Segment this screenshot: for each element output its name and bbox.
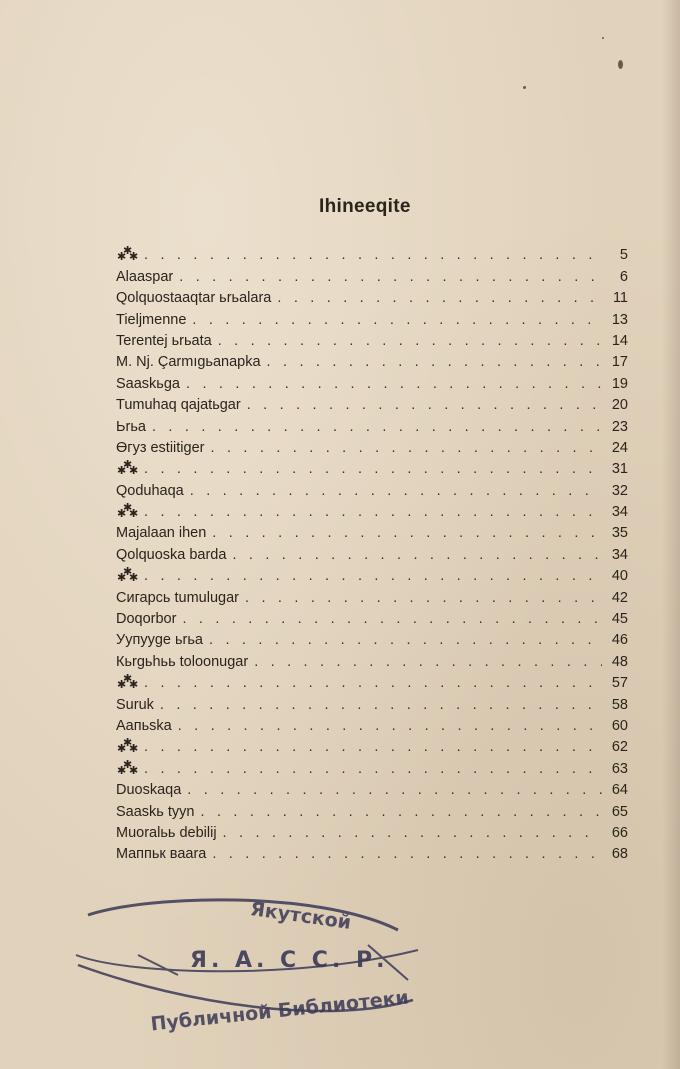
dot-leader bbox=[190, 312, 602, 329]
dot-leader bbox=[252, 654, 602, 671]
toc-entry-page-number: 19 bbox=[611, 375, 628, 392]
table-of-contents bbox=[116, 243, 628, 863]
toc-entry bbox=[116, 457, 628, 478]
page-title-text: Ihineeqite bbox=[319, 196, 411, 217]
toc-entry-title: Cигарсь tumulugar bbox=[116, 589, 239, 606]
toc-entry-title: Majalaan ihen bbox=[116, 525, 207, 542]
toc-entry bbox=[116, 350, 628, 371]
toc-entry bbox=[116, 585, 628, 606]
toc-entry bbox=[116, 307, 628, 328]
toc-entry-title: Aaпьska bbox=[116, 717, 172, 734]
stamp-text-bottom: Публичной Библиотеки bbox=[149, 986, 410, 1036]
toc-entry-page-number: 34 bbox=[611, 504, 628, 521]
toc-entry bbox=[116, 628, 628, 649]
toc-entry bbox=[116, 649, 628, 670]
toc-entry bbox=[116, 542, 628, 563]
dot-leader bbox=[265, 354, 602, 371]
dot-leader bbox=[142, 247, 602, 264]
toc-entry-page-number: 32 bbox=[611, 482, 628, 499]
toc-entry-page-number: 40 bbox=[611, 568, 628, 585]
dot-leader bbox=[142, 504, 602, 521]
toc-entry bbox=[116, 393, 628, 414]
toc-entry bbox=[116, 607, 628, 628]
asterism-icon: ✱ ✱ ✱ bbox=[117, 758, 139, 777]
toc-entry-page-number: 45 bbox=[611, 611, 628, 628]
page-edge-shadow bbox=[662, 0, 680, 1069]
dot-leader bbox=[210, 525, 602, 542]
toc-entry bbox=[116, 778, 628, 799]
dot-leader bbox=[184, 376, 602, 393]
dot-leader bbox=[275, 290, 602, 307]
toc-entry bbox=[116, 371, 628, 392]
toc-entry-page-number: 6 bbox=[619, 268, 628, 285]
dot-leader bbox=[142, 568, 602, 585]
toc-entry bbox=[116, 521, 628, 542]
dot-leader bbox=[142, 739, 602, 756]
dot-leader bbox=[142, 461, 602, 478]
toc-entry bbox=[116, 799, 628, 820]
toc-entry bbox=[116, 564, 628, 585]
toc-entry bbox=[116, 414, 628, 435]
toc-entry-page-number: 64 bbox=[611, 782, 628, 799]
dot-leader bbox=[221, 825, 602, 842]
toc-entry-page-number: 46 bbox=[611, 632, 628, 649]
dot-leader bbox=[198, 804, 602, 821]
toc-entry bbox=[116, 500, 628, 521]
ink-speck bbox=[618, 60, 623, 69]
toc-entry-title: Qoduhaqa bbox=[116, 482, 184, 499]
asterism-icon: ✱ ✱ ✱ bbox=[117, 673, 139, 692]
toc-entry-page-number: 11 bbox=[612, 290, 628, 307]
toc-entry-page-number: 58 bbox=[611, 696, 628, 713]
dot-leader bbox=[142, 761, 602, 778]
toc-entry-page-number: 68 bbox=[611, 846, 628, 863]
toc-entry-page-number: 35 bbox=[611, 525, 628, 542]
toc-entry bbox=[116, 735, 628, 756]
toc-entry-title: Maппьк ваara bbox=[116, 846, 207, 863]
toc-entry-page-number: 23 bbox=[611, 418, 628, 435]
toc-entry-page-number: 57 bbox=[611, 675, 628, 692]
toc-entry bbox=[116, 821, 628, 842]
dot-leader bbox=[207, 632, 602, 649]
asterism-icon: ✱ ✱ ✱ bbox=[117, 566, 139, 585]
toc-entry-page-number: 5 bbox=[619, 247, 628, 264]
toc-entry-title: Qolquostaaqtar ьrьalara bbox=[116, 290, 272, 307]
asterism-icon: ✱ ✱ ✱ bbox=[117, 502, 139, 521]
dot-leader bbox=[216, 333, 602, 350]
dot-leader bbox=[177, 269, 602, 286]
dot-leader bbox=[150, 419, 602, 436]
toc-entry-title: Doqorbor bbox=[116, 611, 177, 628]
toc-entry bbox=[116, 478, 628, 499]
dot-leader bbox=[158, 697, 602, 714]
dot-leader bbox=[188, 483, 602, 500]
toc-entry-page-number: 42 bbox=[611, 589, 628, 606]
page-title bbox=[60, 196, 680, 218]
toc-entry-page-number: 34 bbox=[611, 546, 628, 563]
toc-entry bbox=[116, 286, 628, 307]
toc-entry-page-number: 63 bbox=[611, 760, 628, 777]
toc-entry-title: Saaskь tyyn bbox=[116, 803, 195, 820]
dot-leader bbox=[142, 675, 602, 692]
toc-entry-page-number: 48 bbox=[611, 653, 628, 670]
dot-leader bbox=[243, 590, 602, 607]
toc-entry-title: Muoralьь debilij bbox=[116, 824, 217, 841]
dot-leader bbox=[180, 611, 602, 628]
stamp-text-middle: Я. А. С С. Р. bbox=[190, 948, 389, 973]
dot-leader bbox=[176, 718, 602, 735]
toc-entry bbox=[116, 692, 628, 713]
dot-leader bbox=[210, 846, 602, 863]
dot-leader bbox=[230, 547, 602, 564]
toc-entry-page-number: 60 bbox=[611, 717, 628, 734]
toc-entry bbox=[116, 842, 628, 863]
toc-entry bbox=[116, 329, 628, 350]
toc-entry-page-number: 66 bbox=[611, 824, 628, 841]
toc-entry-title: Ьrьa bbox=[116, 418, 146, 435]
toc-entry-title: Saaskьga bbox=[116, 375, 180, 392]
toc-entry-title: Suruk bbox=[116, 696, 154, 713]
toc-entry-title: Өгуз estiitiger bbox=[116, 439, 205, 456]
toc-entry-title: Кьrgьhьь toloonugar bbox=[116, 653, 249, 670]
toc-entry-page-number: 62 bbox=[611, 739, 628, 756]
toc-entry-page-number: 17 bbox=[611, 354, 628, 371]
toc-entry-page-number: 24 bbox=[611, 439, 628, 456]
toc-entry bbox=[116, 756, 628, 777]
toc-entry bbox=[116, 436, 628, 457]
toc-entry bbox=[116, 243, 628, 264]
stamp-text-top: Якутской bbox=[248, 898, 353, 934]
asterism-icon: ✱ ✱ ✱ bbox=[117, 737, 139, 756]
toc-entry bbox=[116, 264, 628, 285]
toc-entry bbox=[116, 714, 628, 735]
dot-leader bbox=[245, 397, 602, 414]
toc-entry-page-number: 65 bbox=[611, 803, 628, 820]
ink-speck bbox=[602, 37, 604, 39]
toc-entry-title: Duoskaqa bbox=[116, 782, 182, 799]
asterism-icon: ✱ ✱ ✱ bbox=[117, 459, 139, 478]
ink-speck bbox=[523, 86, 526, 89]
toc-entry-page-number: 20 bbox=[611, 397, 628, 414]
dot-leader bbox=[185, 782, 602, 799]
toc-entry-page-number: 31 bbox=[611, 461, 628, 478]
toc-entry-title: M. Nj. Çarmıgьanapka bbox=[116, 354, 261, 371]
toc-entry-title: Terentej ьrьata bbox=[116, 332, 212, 349]
toc-entry-title: Qolquoska barda bbox=[116, 546, 227, 563]
toc-entry-title: Tumuhaq qajatьgar bbox=[116, 397, 241, 414]
dot-leader bbox=[209, 440, 603, 457]
toc-entry-page-number: 14 bbox=[611, 332, 628, 349]
toc-entry bbox=[116, 671, 628, 692]
toc-entry-title: Alaaspar bbox=[116, 268, 174, 285]
toc-entry-page-number: 13 bbox=[611, 311, 628, 328]
asterism-icon: ✱ ✱ ✱ bbox=[117, 245, 139, 264]
toc-entry-title: Уупууge ьrьa bbox=[116, 632, 203, 649]
toc-entry-title: Tieljmenne bbox=[116, 311, 187, 328]
